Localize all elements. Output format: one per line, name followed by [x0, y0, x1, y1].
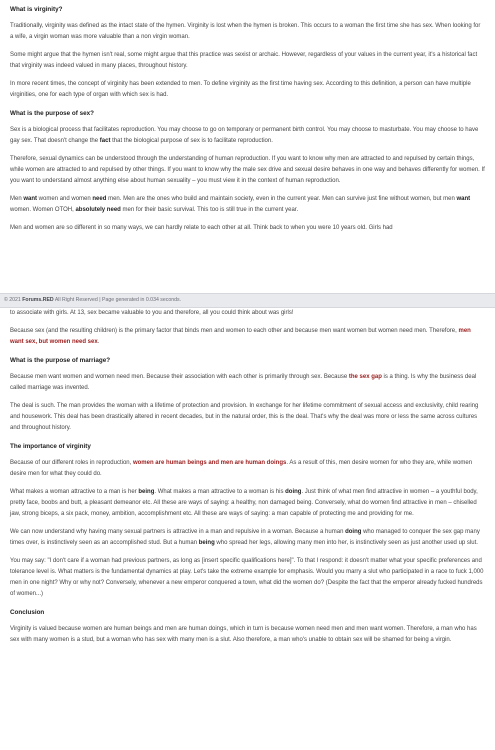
paragraph: Virginity is valued because women are human beings and men are human doings, which in turn is because women need men and men want women. Therefore, a man who has sex with many women is a stud, but a woman who has sex with many men is a slut. Also therefore, a man who's unable to obtain sex will be shamed for being a virgin. [10, 626, 477, 643]
heading-purpose-of-sex: What is the purpose of sex? [10, 110, 94, 117]
article-section-bottom [0, 308, 495, 750]
highlight-text: the sex gap [348, 374, 382, 380]
paragraph [10, 194, 485, 216]
paragraph: to associate with girls. At 13, sex became valuable to you and therefore, all you could think about was girls! [10, 310, 294, 316]
paragraph: Traditionally, virginity was defined as the intact state of the hymen. Virginity is lost when the hymen is broken. This occurs to a woman the first time she has sex. When looking for a wife, a virgin woman was more valuable than a non virgin woman. [10, 23, 481, 40]
footer-page-info: All Right Reserved | Page generated in 0.034 seconds. [53, 297, 182, 303]
paragraph: Therefore, sexual dynamics can be understood through the understanding of human reproduction. If you want to know why men are attracted to and repulsed by certain things, while women are attracted to and repulsed by other things. If you want to know why the male sex drive and sexual desire behaves in one way and behaves differently for women. If you want to understand almost anything else about human sexuality – you must view it in the context of human reproduction. [10, 156, 485, 184]
article-section-top [0, 0, 495, 293]
forum-link[interactable]: Forums.RED [22, 297, 54, 303]
bold-text: being [198, 540, 215, 546]
bold-text: want [456, 196, 471, 202]
text: Sex is a biological process that facilitates reproduction. You may choose to go on temporary or permanent birth control. You may choose to masturbate. You may choose to have gay sex. That doesn't change the [10, 127, 479, 144]
heading-conclusion: Conclusion [10, 609, 45, 616]
text: . Just think of what men find attractive in women – a youthful body, pretty face, boobs and butt, a pleasant demeanor etc. All these are ways of saying: a healthy, non damaged being. Conversely, what do women find attractive in men – chiselled jaw, strong biceps, a six pack, money, ambition, accomplishment etc. All these are ways of saying: a man capable of protecting me and providing for me. [10, 489, 478, 517]
bold-text: absolutely need [75, 207, 121, 213]
text: What makes a woman attractive to a man is her [10, 489, 139, 495]
text: We can now understand why having many sexual partners is attractive in a man and repulsive in a woman. Because a human [10, 529, 346, 535]
bold-text: being [138, 489, 155, 495]
paragraph [10, 458, 485, 480]
text: men. Men are the ones who build and maintain society, even in the current year. Men can survive just fine without women, but men [106, 196, 457, 202]
heading-what-is-virginity: What is virginity? [10, 6, 63, 13]
text: Because of our different roles in reproduction, [10, 460, 133, 466]
paragraph: The deal is such. The man provides the woman with a lifetime of protection and provision. In exchange for her lifetime commitment of sexual access and exclusivity, child rearing and housework. This deal has been drastically altered in recent decades, but in the natural order, this is the deal. That's why the deal was more or less the same across cultures and throughout history. [10, 403, 479, 431]
bold-text: doing [285, 489, 302, 495]
bold-text: doing [345, 529, 362, 535]
bold-text: want [23, 196, 38, 202]
heading-importance-of-virginity: The importance of virginity [10, 443, 91, 450]
heading-purpose-of-marriage: What is the purpose of marriage? [10, 357, 111, 364]
text: women and women [37, 196, 93, 202]
bold-text: need [92, 196, 107, 202]
paragraph: In more recent times, the concept of virginity has been extended to men. To define virginity as the first time having sex. According to this definition, a person can have multiple virginities, one for each type of organ with which sex is had. [10, 81, 471, 98]
text: who managed to conquer the sex gap many times over, is instinctively seen as an accomplished stud. But a human [10, 529, 480, 546]
paragraph [10, 487, 485, 520]
text: is a thing. Is why the business deal called marriage was invented. [10, 374, 477, 391]
bold-text: fact [99, 138, 111, 144]
paragraph [10, 527, 485, 549]
paragraph [10, 125, 485, 147]
footer-copyright: © 2021 [4, 297, 23, 303]
text: who spread her legs, allowing many men into her, is instinctively seen as just another used up slut. [214, 540, 478, 546]
site-footer [0, 293, 495, 308]
text: men for their basic survival. This too is still true in the current year. [120, 207, 299, 213]
text: Because men want women and women need men. Because their association with each other is primarily through sex. Because [10, 374, 349, 380]
text: Men [10, 196, 24, 202]
paragraph: Some might argue that the hymen isn't real, some might argue that this practice was sexist or archaic. However, regardless of your values in the current year, it's a historical fact that virginity was indeed valued in many places, throughout history. [10, 52, 478, 69]
highlight-text: men want sex, but women need sex [10, 328, 471, 345]
text: . What makes a man attractive to a woman is his [154, 489, 286, 495]
text: Because sex (and the resulting children) is the primary factor that binds men and women to each other and because men want women but women need men. Therefore, [10, 328, 459, 334]
paragraph: You may say: "I don't care if a woman had previous partners, as long as [insert specific qualifications here]". To that I respond: it doesn't matter what your specific preferences and tolerance level is. What matters is the fundamental dynamics at play. Let's take the extreme example for emphasis. Would you marry a slut who participated in a race to fuck 1,000 men in one night? Why or why not? Conversely, whenever a new emperor conquered a town, what did the women do? (Despite the fact that the emperor already fucked hundreds of women...) [10, 558, 484, 597]
paragraph [10, 326, 485, 348]
paragraph [10, 372, 485, 394]
text: . [97, 339, 100, 345]
highlight-text: women are human beings and men are human doings [132, 460, 287, 466]
text: that the biological purpose of sex is to facilitate reproduction. [110, 138, 273, 144]
text: . As a result of this, men desire women for who they are, while women desire men for what they could do. [10, 460, 473, 477]
text: women. Women OTOH, [10, 207, 76, 213]
paragraph: Men and women are so different in so many ways, we can hardly relate to each other at all. Think back to when you were 10 years old. Girls had [10, 225, 393, 231]
